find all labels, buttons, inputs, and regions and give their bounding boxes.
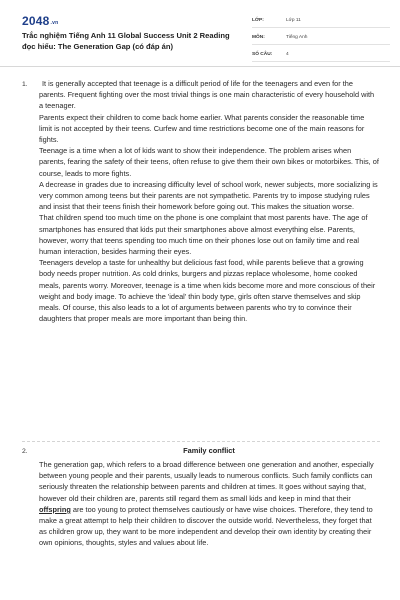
paragraph: [39, 459, 379, 549]
paragraph: Teenagers develop a taste for unhealthy but delicious fast food, while parents believe that a growing body needs proper nutrition. As cold drinks, burgers and pizzas replace wholesome, home cooked meals, parents worry. Moreover, teenage is a time when kids become more and more conscious of their weight and body image. To achieve the 'ideal' thin body type, girls often starve themselves and skip meals. Of course, this also leads to a lot of arguments between parents who try to convince their daughters that proper meals are more important than being thin.: [39, 258, 376, 324]
meta-row-class: [252, 14, 390, 28]
highlighted-word: offspring: [39, 504, 71, 514]
text-segment: are too young to protect themselves cautiously or have wise choices. Therefore, they tend to make a great attempt to help their children to discover the outside world. Nevertheless, they forget that as children grow up, they want to be more independent and develop their own identity by creating their own opinions, thoughts, styles and values about life.: [39, 504, 373, 548]
paragraph: A decrease in grades due to increasing difficulty level of school work, newer subjects, more socializing is very common among teens but their parents are not sympathetic. Parents try to impose studying rules and insist that their teens finish their homework before going out. This makes the situation worse.: [39, 179, 378, 212]
question-divider: [22, 441, 380, 442]
paragraph: It is generally accepted that teenage is a difficult period of life for the teenagers and even for the parents. Frequent fighting over the most trivial things is one main characteristic of every household with a teenager.: [39, 79, 375, 111]
document-title: Trắc nghiệm Tiếng Anh 11 Global Success Unit 2 Reading đọc hiểu: The Generation Gap (có đáp án): [22, 31, 230, 51]
question-number: 1.: [22, 81, 28, 88]
logo-suffix: .vn: [50, 20, 59, 26]
meta-value: Lớp 11: [286, 18, 301, 23]
question-2-passage: [39, 459, 379, 549]
site-logo[interactable]: [22, 14, 58, 28]
question-number: 2.: [22, 448, 28, 455]
paragraph: Parents expect their children to come back home earlier. What parents consider the reasonable time limit is not accepted by their teens. Curfew and time restrictions become one of the main reasons for fights.: [39, 112, 365, 145]
page-header: [0, 0, 400, 67]
meta-row-count: [252, 48, 390, 62]
text-segment: The generation gap, which refers to a broad difference between one generation and another, especially between young people and their parents, usually leads to numerous conflicts. Such family conflicts can seriously threaten the relationship between parents and children at times. It goes without saying that, however old their children are, parents still regard them as small kids and keep in mind that their: [39, 460, 374, 503]
paragraph: Teenage is a time when a lot of kids want to show their independence. The problem arises when parents, fearing the safety of their teens, often refuse to give them their own bikes or motorbikes. This, of course, leads to more fights.: [39, 146, 379, 178]
meta-info: [252, 14, 390, 65]
meta-label: LỚP:: [252, 18, 264, 23]
passage-heading: Family conflict: [183, 446, 235, 455]
logo-text: 2048: [22, 14, 50, 28]
meta-value: Tiếng Anh: [286, 35, 308, 40]
paragraph: That children spend too much time on the phone is one complaint that most parents have. The age of smartphones has ensured that kids put their smartphones above almost everything else. Parents, however, worry that teens spending too much time on their phones lose out on family time and real human interaction, besides harming their eyes.: [39, 213, 368, 257]
meta-value: 4: [286, 52, 289, 57]
meta-row-subject: [252, 31, 390, 45]
meta-label: MÔN:: [252, 35, 265, 40]
meta-label: SỐ CÂU:: [252, 52, 273, 57]
question-1-passage: [39, 78, 379, 324]
